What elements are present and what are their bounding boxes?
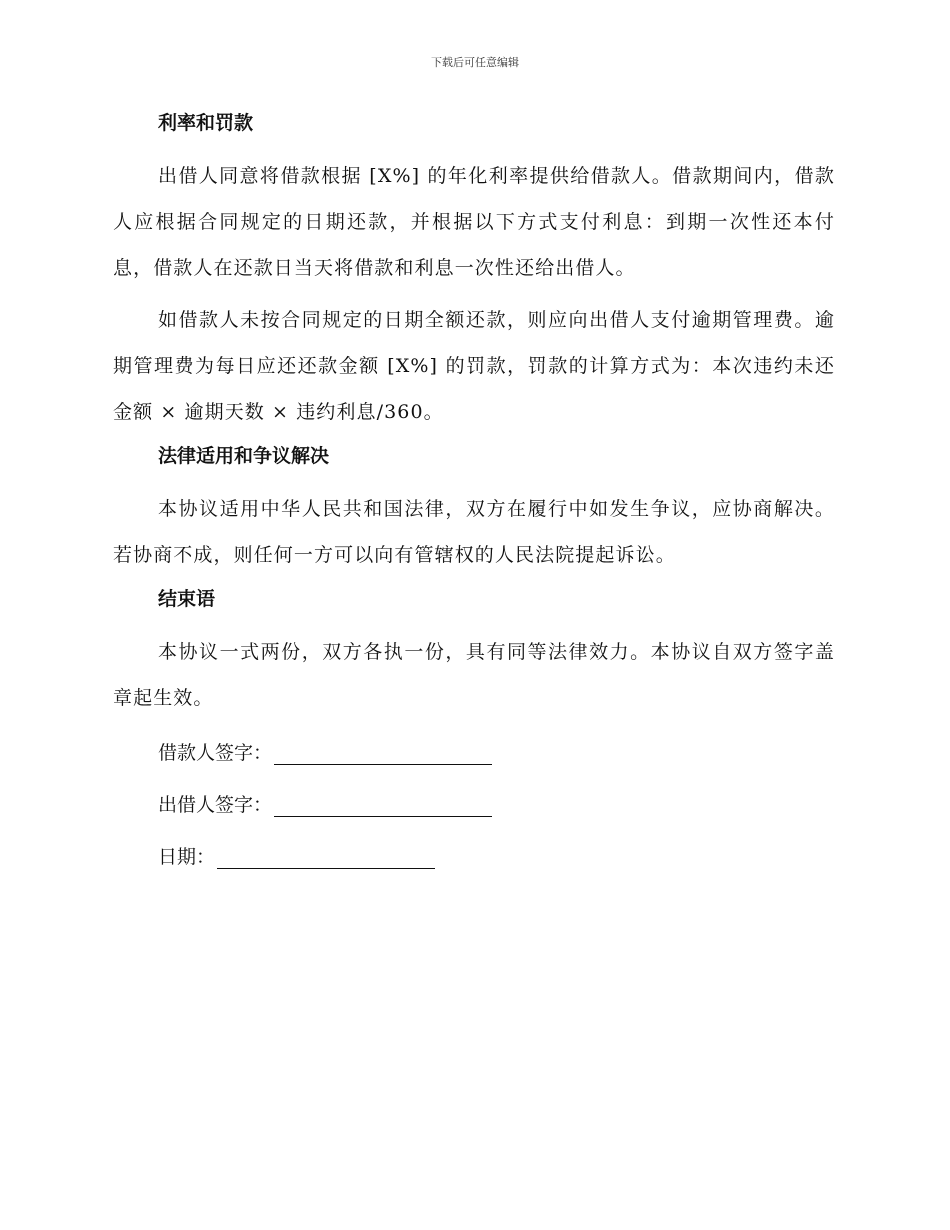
borrower-signature-row [113,727,835,779]
section-interest-penalty [113,108,835,435]
borrower-signature-line[interactable] [274,742,492,765]
signature-block [113,727,835,883]
section-heading: 结束语 [158,588,216,610]
document-body [113,108,835,883]
date-label: 日期： [158,846,216,868]
paragraph: 本协议一式两份，双方各执一份，具有同等法律效力。本协议自双方签字盖章起生效。 [113,641,835,709]
date-line[interactable] [217,846,435,869]
lender-signature-label: 出借人签字： [158,794,273,816]
section-heading: 利率和罚款 [158,112,254,134]
paragraph: 如借款人未按合同规定的日期全额还款，则应向出借人支付逾期管理费。逾期管理费为每日应还还款金额 [X%] 的罚款，罚款的计算方式为：本次违约未还金额 × 逾期天数 × 违约利息/360。 [113,309,835,423]
section-closing [113,584,835,721]
paragraph: 本协议适用中华人民共和国法律，双方在履行中如发生争议，应协商解决。若协商不成，则任何一方可以向有管辖权的人民法院提起诉讼。 [113,498,835,566]
section-law-dispute [113,441,835,578]
page-header-note: 下载后可任意编辑 [431,56,519,69]
lender-signature-line[interactable] [274,794,492,817]
date-row [113,831,835,883]
lender-signature-row [113,779,835,831]
section-heading: 法律适用和争议解决 [158,445,330,467]
paragraph: 出借人同意将借款根据 [X%] 的年化利率提供给借款人。借款期间内，借款人应根据合同规定的日期还款，并根据以下方式支付利息：到期一次性还本付息，借款人在还款日当天将借款和利息一次性还给出借人。 [113,165,835,279]
borrower-signature-label: 借款人签字： [158,742,273,764]
